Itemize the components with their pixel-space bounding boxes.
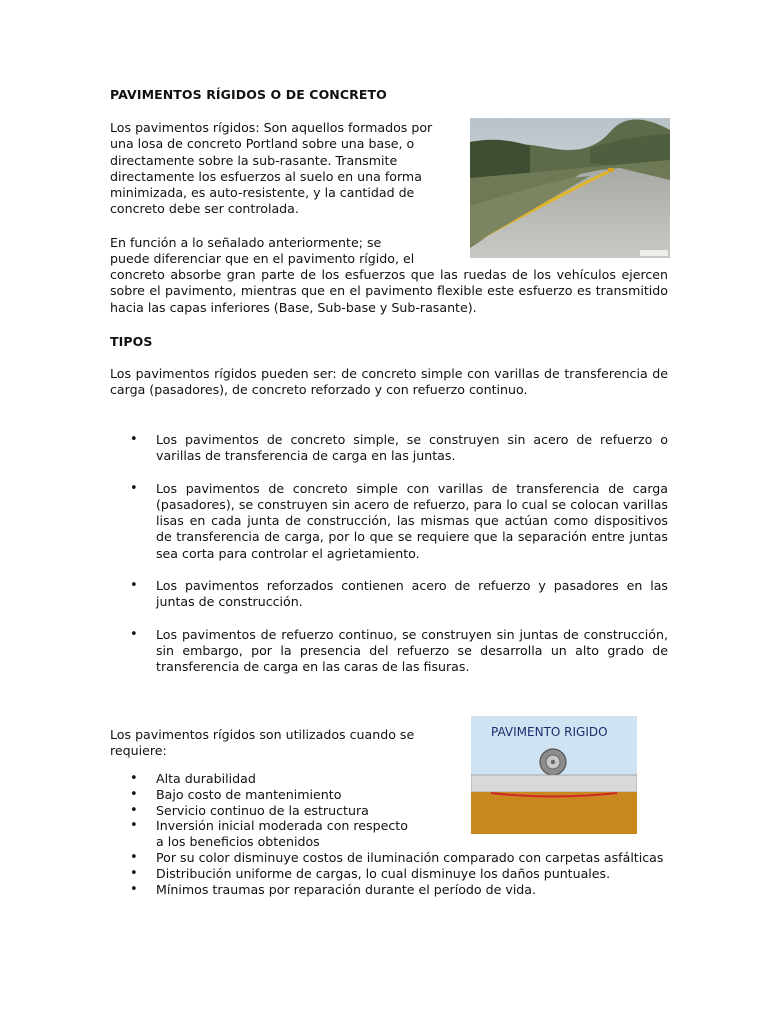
page-title: PAVIMENTOS RÍGIDOS O DE CONCRETO: [110, 87, 387, 102]
list-item: [110, 787, 668, 803]
bullet: •: [130, 786, 138, 802]
intro-line: una losa de concreto Portland sobre una base, o: [110, 136, 415, 152]
list-item: [110, 627, 668, 676]
list-item: [110, 818, 416, 850]
bullet: •: [130, 865, 138, 881]
road-photo: [470, 118, 670, 258]
tipos-intro: Los pavimentos rígidos pueden ser: de concreto simple con varillas de transferencia de carga (pasadores), de concreto reforzado y con refuerzo continuo.: [110, 366, 668, 398]
list-item: [110, 432, 668, 465]
intro-line: En función a lo señalado anteriormente; se: [110, 235, 382, 250]
list-item: [110, 866, 668, 882]
bullet: •: [130, 818, 138, 834]
list-item-text: Los pavimentos de concreto simple con varillas de transferencia de carga (pasadores), se construyen sin acero de refuerzo, para lo cual se colocan varillas lisas en cada junta de construcción, las mismas que actúan como dispositivos de transferencia de carga, por lo que se requiere que la separación entre juntas sea corta para controlar el agrietamiento.: [156, 480, 668, 561]
diagram-label: PAVIMENTO RIGIDO: [491, 725, 608, 739]
bullet: •: [130, 802, 138, 818]
list-item-text: Los pavimentos reforzados contienen acero de refuerzo y pasadores en las juntas de construcción.: [156, 578, 668, 610]
uses-list: [110, 771, 668, 897]
intro-line: minimizada, es auto-resistente, y la cantidad de: [110, 185, 415, 201]
intro-paragraph-1: [110, 120, 460, 218]
list-item: [110, 771, 668, 787]
list-item-text: Los pavimentos de concreto simple, se construyen sin acero de refuerzo o varillas de transferencia de carga en las juntas.: [156, 432, 668, 464]
types-list: [110, 432, 668, 676]
bullet: •: [130, 480, 138, 496]
list-item-text: Distribución uniforme de cargas, lo cual disminuye los daños puntuales.: [156, 865, 611, 881]
bullet: •: [130, 432, 138, 447]
list-item: [110, 803, 668, 819]
bullet: •: [130, 626, 138, 642]
tipos-heading: TIPOS: [110, 334, 153, 349]
list-item: [110, 578, 668, 611]
uses-intro-line: Los pavimentos rígidos son utilizados cuando se: [110, 727, 415, 742]
intro-line: concreto debe ser controlada.: [110, 201, 299, 217]
uses-intro: [110, 727, 460, 760]
intro-line: puede diferenciar que en el pavimento rígido, el: [110, 251, 415, 267]
intro-paragraph-2-top: [110, 235, 460, 268]
intro-line: directamente sobre la sub-rasante. Transmite: [110, 152, 398, 168]
list-item-text: Servicio continuo de la estructura: [156, 802, 369, 818]
list-item-text: Inversión inicial moderada con respecto a los beneficios obtenidos: [156, 818, 408, 850]
bullet: •: [130, 849, 138, 865]
bullet: •: [130, 578, 138, 594]
uses-intro-line: requiere:: [110, 743, 167, 759]
bullet: •: [130, 881, 138, 897]
bullet: •: [130, 771, 138, 786]
intro-line: Los pavimentos rígidos: Son aquellos formados por: [110, 120, 433, 135]
intro-line: directamente los esfuerzos al suelo en una forma: [110, 168, 422, 184]
list-item: [110, 882, 668, 898]
intro-paragraph-2-rest: concreto absorbe gran parte de los esfuerzos que las ruedas de los vehículos ejercen sobre el pavimento, mientras que en el pavimento flexible este esfuerzo es transmitido hacia las capas inferiores (Base, Sub-base y Sub-rasante).: [110, 267, 668, 315]
list-item-text: Bajo costo de mantenimiento: [156, 786, 342, 802]
list-item-text: Los pavimentos de refuerzo continuo, se construyen sin juntas de construcción, sin embargo, por la presencia del refuerzo se desarrolla un alto grado de transferencia de carga en las caras de las fisuras.: [156, 626, 668, 675]
list-item: [110, 850, 668, 866]
list-item-text: Alta durabilidad: [156, 771, 256, 786]
list-item: [110, 481, 668, 562]
list-item-text: Mínimos traumas por reparación durante el período de vida.: [156, 881, 537, 897]
list-item-text: Por su color disminuye costos de iluminación comparado con carpetas asfálticas: [156, 849, 664, 865]
